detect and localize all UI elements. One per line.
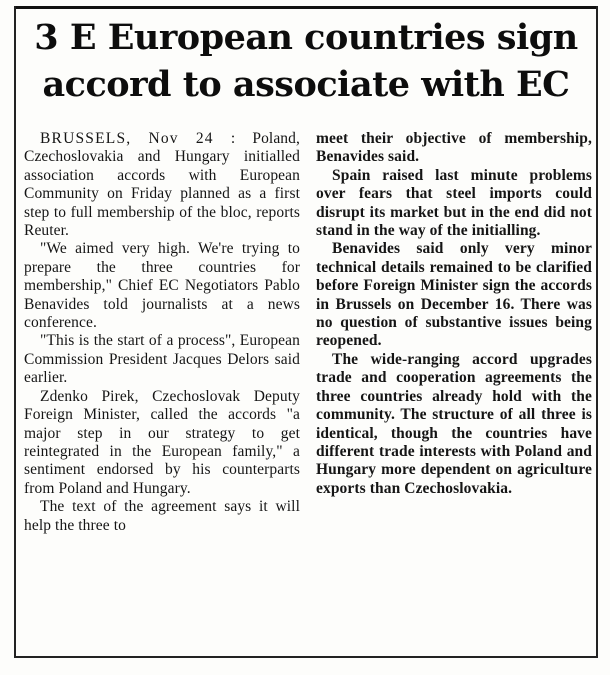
paragraph: Zdenko Pirek, Czechoslovak Deputy Foreign Minister, called the accords "a major step in our strategy to get reintegrated in the European family," a sentiment endorsed by his counterparts from Poland and Hungary. <box>24 387 300 497</box>
paragraph <box>24 130 300 240</box>
article-body <box>24 130 592 650</box>
column-right <box>316 130 592 498</box>
paragraph: Benavides said only very minor technical details remained to be clarified before Foreign Minister sign the accords in Brussels on December 16. There was no question of substantive issues being reopened. <box>316 240 592 350</box>
headline-top-rule <box>16 6 596 9</box>
paragraph: Spain raised last minute problems over fears that steel imports could disrupt its market but in the end did not stand in the way of the initialling. <box>316 166 592 240</box>
column-left <box>24 130 300 535</box>
news-article <box>14 6 598 658</box>
headline-line-1: 3 E European countries sign <box>34 17 578 58</box>
paragraph: "We aimed very high. We're trying to prepare the three countries for membership," Chief EC Negotiators Pablo Benavides told journalists at a news conference. <box>24 240 300 332</box>
paragraph-text: Poland, Czechoslovakia and Hungary initialled association accords with European Community on Friday planned as a first step to full membership of the bloc, reports Reuter. <box>24 130 300 240</box>
paragraph: The wide-ranging accord upgrades trade and cooperation agreements the three countries already hold with the community. The structure of all three is identical, though the countries have different trade interests with Poland and Hungary more dependent on agriculture exports than Czechoslovakia. <box>316 350 592 497</box>
dateline: BRUSSELS, Nov 24 : <box>40 130 237 147</box>
headline <box>16 14 596 108</box>
paragraph-continued: meet their objective of membership, Benavides said. <box>316 130 592 166</box>
headline-line-2: accord to associate with EC <box>42 64 570 105</box>
paragraph: The text of the agreement says it will help the three to <box>24 498 300 534</box>
paragraph: "This is the start of a process", European Commission President Jacques Delors said earlier. <box>24 332 300 387</box>
